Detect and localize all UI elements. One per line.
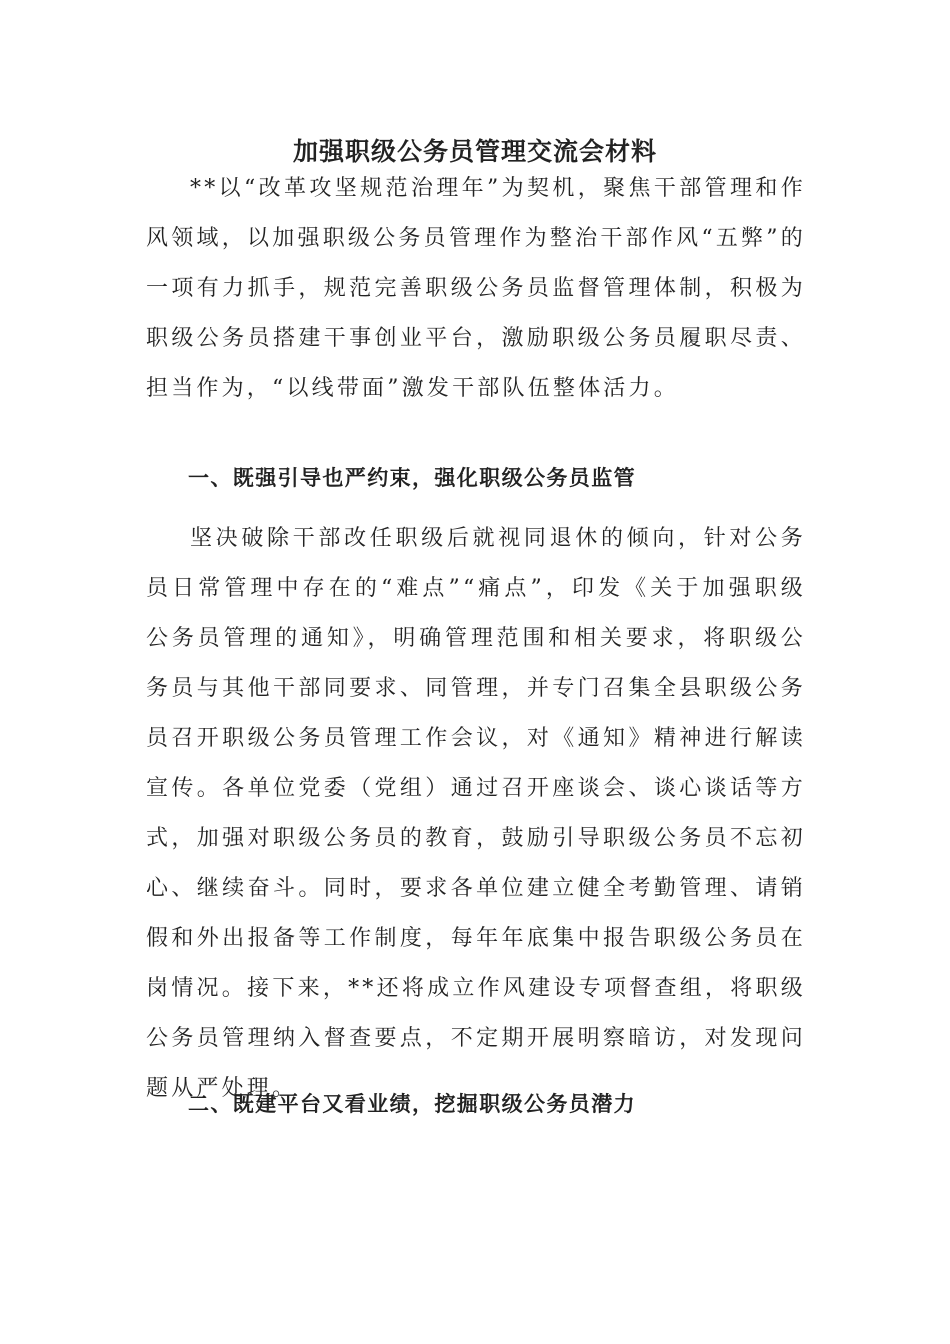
section-1-paragraph: 坚决破除干部改任职级后就视同退休的倾向，针对公务员日常管理中存在的“难点”“痛点”，印发《关于加强职级公务员管理的通知》，明确管理范围和相关要求，将职级公务员与其他干部同要求、同管理，并专门召集全县职级公务员召开职级公务员管理工作会议，对《通知》精神进行解读宣传。各单位党委（党组）通过召开座谈会、谈心谈话等方式，加强对职级公务员的教育，鼓励引导职级公务员不忘初心、继续奋斗。同时，要求各单位建立健全考勤管理、请销假和外出报备等工作制度，每年年底集中报告职级公务员在岗情况。接下来，**还将成立作风建设专项督查组，将职级公务员管理纳入督查要点，不定期开展明察暗访，对发现问题从严处理。 [146, 526, 806, 1101]
section-heading-2: 二、既建平台又看业绩，挖掘职级公务员潜力 [188, 1092, 636, 1116]
section-heading-1: 一、既强引导也严约束，强化职级公务员监管 [188, 466, 636, 490]
document-title: 加强职级公务员管理交流会材料 [292, 137, 657, 166]
intro-paragraph: **以“改革攻坚规范治理年”为契机，聚焦干部管理和作风领域，以加强职级公务员管理作为整治干部作风“五弊”的一项有力抓手，规范完善职级公务员监督管理体制，积极为职级公务员搭建干事创业平台，激励职级公务员履职尽责、担当作为，“以线带面”激发干部队伍整体活力。 [146, 176, 806, 401]
